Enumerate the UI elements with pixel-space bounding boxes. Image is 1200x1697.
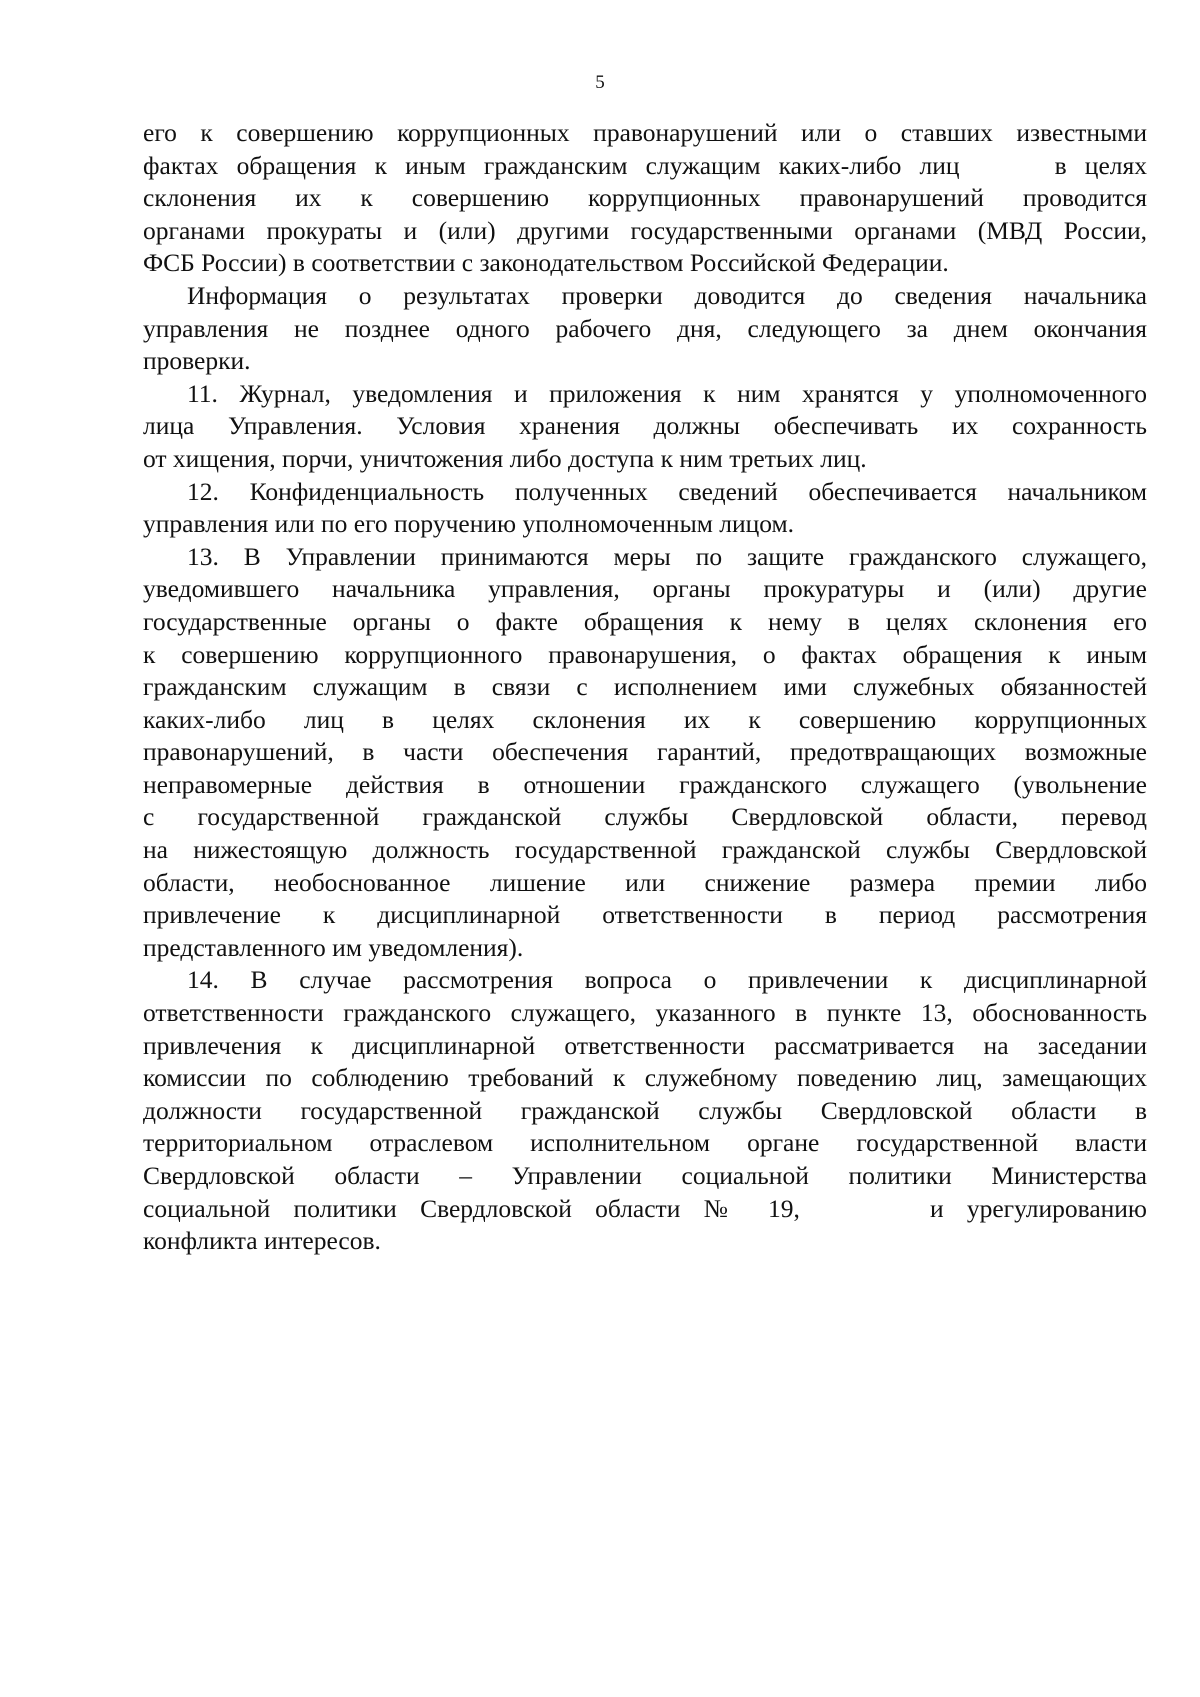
text-line: с государственной гражданской службы Свердловской области, перевод [143, 802, 1147, 832]
text-line: Свердловской области – Управлении социальной политики Министерства [143, 1161, 1147, 1190]
page-number: 5 [595, 72, 605, 93]
text-line: территориальном отраслевом исполнительном органе государственной власти [143, 1128, 1147, 1158]
text-fragment: и урегулированию [929, 1193, 1147, 1223]
text-line: ФСБ России) в соответствии с законодательством Российской Федерации. [143, 248, 949, 278]
text-line: уведомившего начальника управления, органы прокуратуры и (или) другие [143, 574, 1147, 604]
text-line [143, 1193, 1147, 1226]
text-line: привлечение к дисциплинарной ответственности в период рассмотрения [143, 900, 1147, 930]
text-line: гражданским служащим в связи с исполнением ими служебных обязанностей [143, 672, 1147, 702]
text-line: конфликта интересов. [143, 1226, 381, 1256]
text-fragment: социальной политики Свердловской области № 19, [143, 1193, 800, 1223]
text-line: ответственности гражданского служащего, указанного в пункте 13, обоснованность [143, 998, 1147, 1028]
paragraph-first-line: 12. Конфиденциальность полученных сведений обеспечивается начальником [187, 476, 1147, 506]
text-line: лица Управления. Условия хранения должны обеспечивать их сохранность [143, 411, 1147, 441]
paragraph-first-line: Информация о результатах проверки доводится до сведения начальника [187, 280, 1147, 310]
text-line: от хищения, порчи, уничтожения либо доступа к ним третьих лиц. [143, 443, 867, 473]
text-line: области, необоснованное лишение или снижение размера премии либо [143, 867, 1147, 897]
text-line: комиссии по соблюдению требований к служебному поведению лиц, замещающих [143, 1063, 1147, 1093]
text-line: управления или по его поручению уполномоченным лицом. [143, 509, 795, 539]
paragraph-first-line: 14. В случае рассмотрения вопроса о привлечении к дисциплинарной [187, 965, 1147, 995]
text-fragment: в целях [1054, 150, 1147, 180]
text-line [143, 150, 1147, 183]
text-line: правонарушений, в части обеспечения гарантий, предотвращающих возможные [143, 737, 1147, 767]
text-line: к совершению коррупционного правонарушения, о фактах обращения к иным [143, 639, 1147, 669]
document-body [143, 117, 1147, 1258]
text-line: органами прокураты и (или) другими государственными органами (МВД России, [143, 215, 1147, 245]
text-line: представленного им уведомления). [143, 932, 524, 962]
text-line: государственные органы о факте обращения к нему в целях склонения его [143, 606, 1147, 636]
paragraph-first-line: 11. Журнал, уведомления и приложения к ним хранятся у уполномоченного [187, 378, 1147, 408]
text-fragment: фактах обращения к иным гражданским служащим каких-либо лиц [143, 150, 960, 180]
text-line: проверки. [143, 346, 251, 376]
text-line: управления не позднее одного рабочего дня, следующего за днем окончания [143, 313, 1147, 343]
text-line: привлечения к дисциплинарной ответственности рассматривается на заседании [143, 1030, 1147, 1060]
text-line: на нижестоящую должность государственной гражданской службы Свердловской [143, 835, 1147, 865]
text-line: его к совершению коррупционных правонарушений или о ставших известными [143, 118, 1147, 147]
text-line: каких-либо лиц в целях склонения их к совершению коррупционных [143, 704, 1147, 734]
text-line: склонения их к совершению коррупционных правонарушений проводится [143, 183, 1147, 213]
paragraph-first-line: 13. В Управлении принимаются меры по защите гражданского служащего, [187, 541, 1147, 571]
text-line: должности государственной гражданской службы Свердловской области в [143, 1095, 1147, 1125]
text-line: неправомерные действия в отношении гражданского служащего (увольнение [143, 769, 1147, 799]
